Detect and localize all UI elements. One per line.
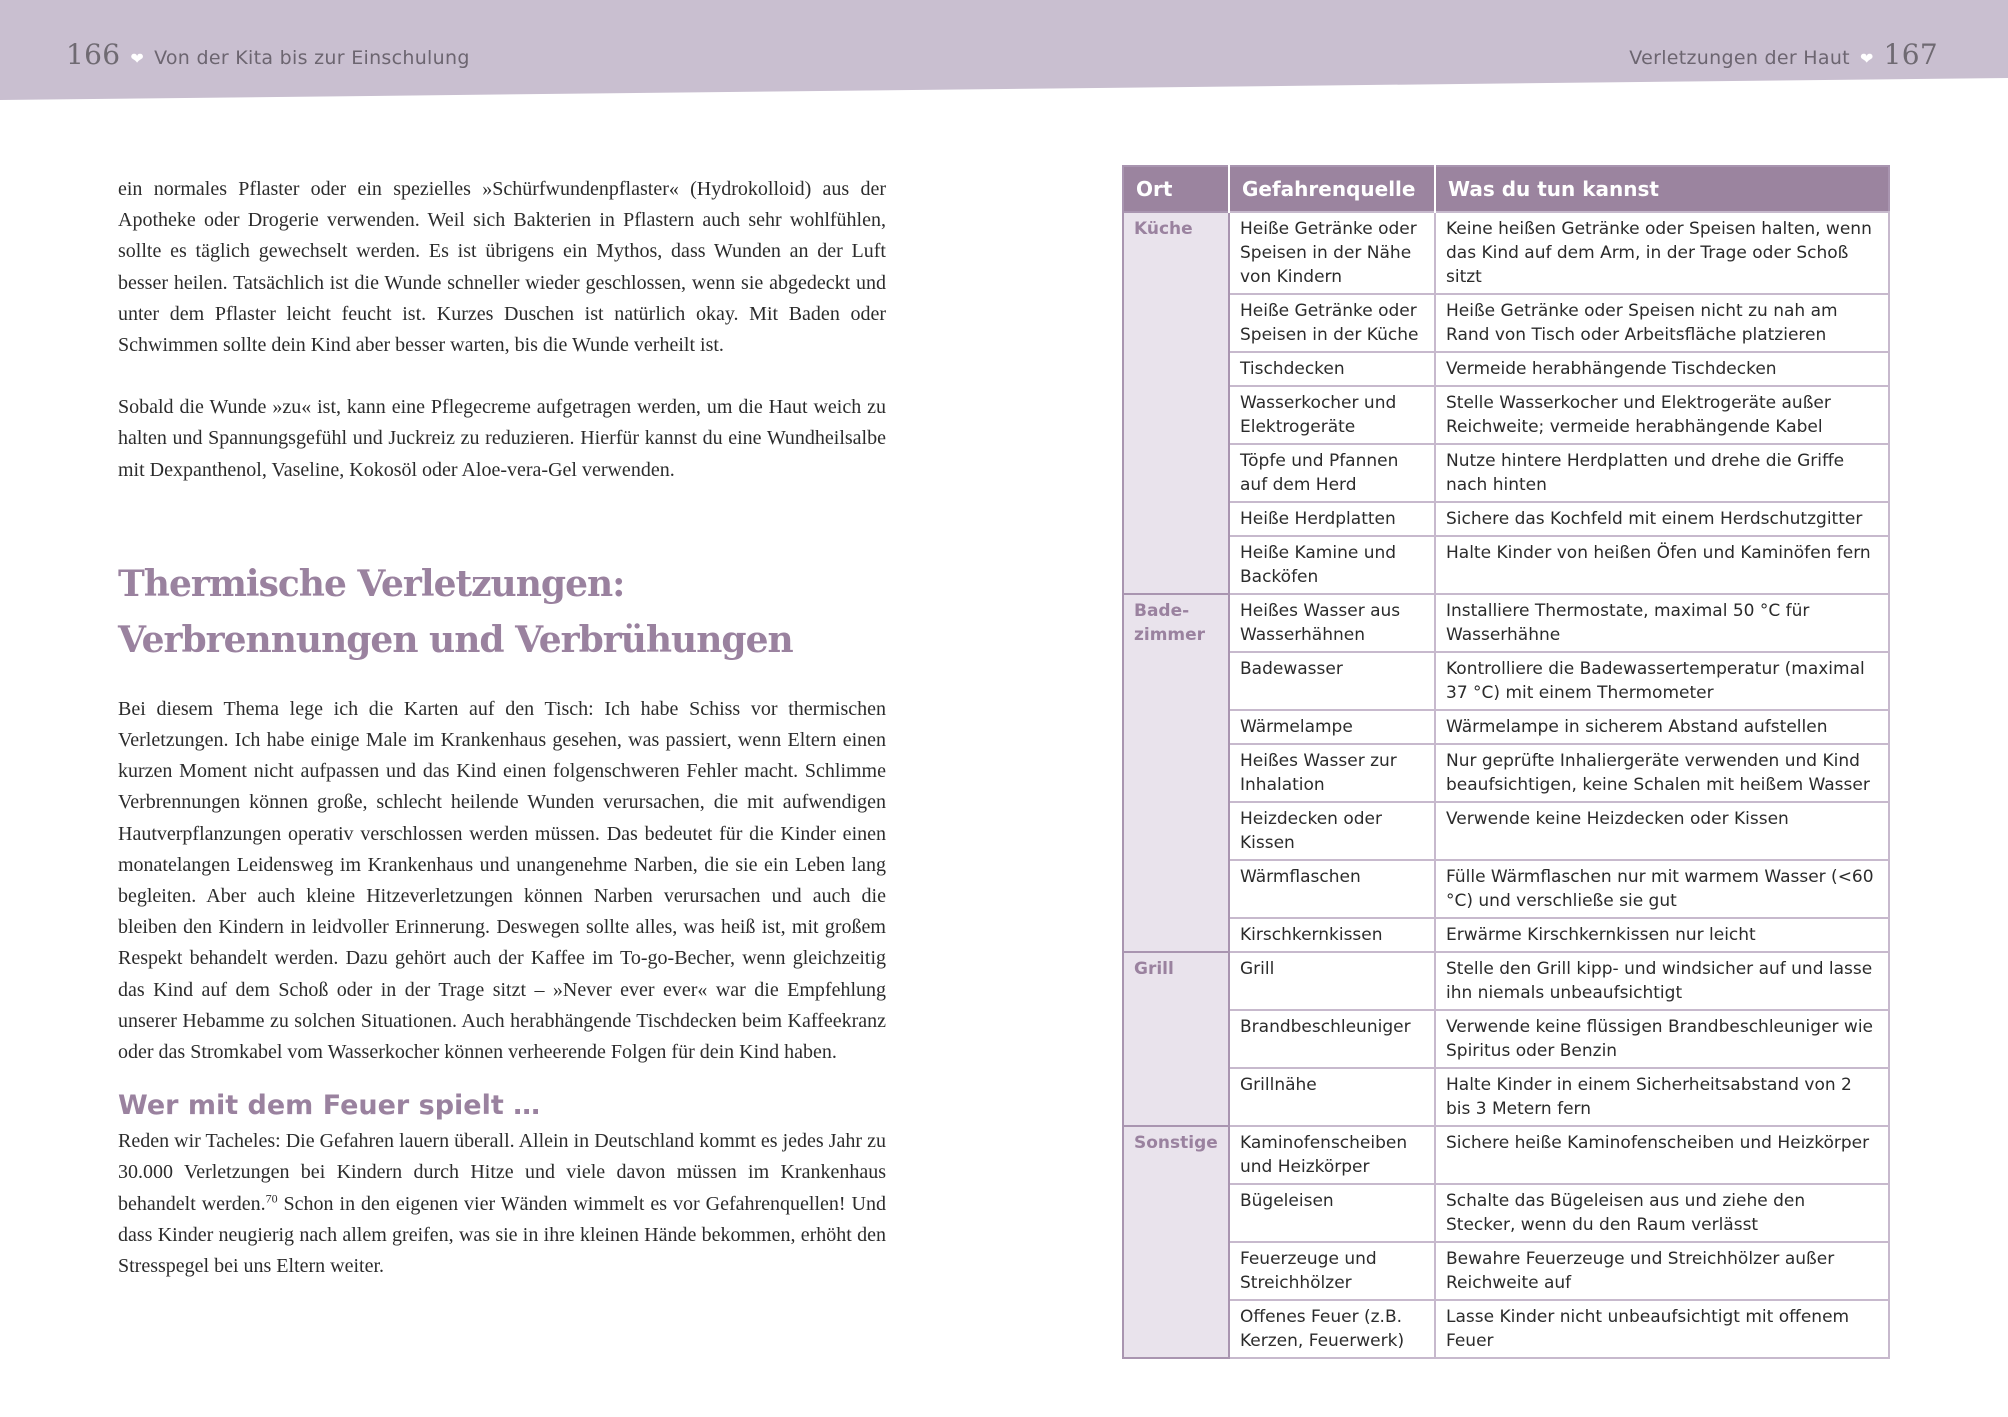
- table-row: [1123, 918, 1889, 952]
- action-cell: Nutze hintere Herdplatten und drehe die Griffe nach hinten: [1435, 444, 1889, 502]
- table-row: [1123, 652, 1889, 710]
- location-cell: Grill: [1123, 952, 1229, 1126]
- hazard-source-cell: Brandbeschleuniger: [1229, 1010, 1435, 1068]
- hazard-table: [1122, 165, 1890, 1359]
- hazard-source-cell: Heizdecken oder Kissen: [1229, 802, 1435, 860]
- column-header-massnahme: Was du tun kannst: [1435, 166, 1889, 212]
- action-cell: Stelle den Grill kipp- und windsicher auf und lasse ihn niemals unbeaufsichtigt: [1435, 952, 1889, 1010]
- table-row: [1123, 444, 1889, 502]
- paragraph: [118, 1126, 886, 1282]
- action-cell: Keine heißen Getränke oder Speisen halten, wenn das Kind auf dem Arm, in der Trage oder Schoß sitzt: [1435, 212, 1889, 294]
- table-row: [1123, 1126, 1889, 1184]
- paragraph: ein normales Pflaster oder ein spezielles »Schürfwundenpflaster« (Hydrokolloid) aus der Apotheke oder Drogerie verwenden. Weil sich Bakterien in Pflastern auch sehr wohlfühlen, sollte es täglich gewechselt werden. Es ist übrigens ein Mythos, dass Wunden an der Luft besser heilen. Tatsächlich ist die Wunde schneller wieder geschlossen, wenn sie abgedeckt und unter dem Pflaster leicht feucht ist. Kurzes Duschen ist natürlich okay. Mit Baden oder Schwimmen sollte dein Kind aber besser warten, bis die Wunde verheilt ist.: [118, 178, 886, 357]
- action-cell: Sichere heiße Kaminofenscheiben und Heizkörper: [1435, 1126, 1889, 1184]
- location-cell: Sonstige: [1123, 1126, 1229, 1358]
- table-row: [1123, 594, 1889, 652]
- action-cell: Erwärme Kirschkernkissen nur leicht: [1435, 918, 1889, 952]
- action-cell: Kontrolliere die Badewassertemperatur (maximal 37 °C) mit einem Thermometer: [1435, 652, 1889, 710]
- hazard-source-cell: Grillnähe: [1229, 1068, 1435, 1126]
- table-header-row: [1123, 166, 1889, 212]
- page-number-right: 167: [1883, 38, 1938, 71]
- column-header-gefahrenquelle: Gefahrenquelle: [1229, 166, 1435, 212]
- action-cell: Vermeide herabhängende Tischdecken: [1435, 352, 1889, 386]
- hazard-source-cell: Kirschkernkissen: [1229, 918, 1435, 952]
- hazard-source-cell: Bügeleisen: [1229, 1184, 1435, 1242]
- table-row: [1123, 860, 1889, 918]
- hazard-source-cell: Wärmelampe: [1229, 710, 1435, 744]
- chapter-title: Von der Kita bis zur Einschulung: [154, 47, 470, 69]
- table-row: [1123, 1068, 1889, 1126]
- location-cell: Bade-zimmer: [1123, 594, 1229, 952]
- table-row: [1123, 952, 1889, 1010]
- table-row: [1123, 710, 1889, 744]
- table-row: [1123, 802, 1889, 860]
- action-cell: Wärmelampe in sicherem Abstand aufstellen: [1435, 710, 1889, 744]
- action-cell: Nur geprüfte Inhaliergeräte verwenden und Kind beaufsichtigen, keine Schalen mit heißem Wasser: [1435, 744, 1889, 802]
- hazard-source-cell: Tischdecken: [1229, 352, 1435, 386]
- footnote-reference[interactable]: 70: [265, 1191, 278, 1206]
- table-row: [1123, 386, 1889, 444]
- table-row: [1123, 212, 1889, 294]
- table-row: [1123, 502, 1889, 536]
- table-row: [1123, 1300, 1889, 1358]
- section-title: Verletzungen der Haut: [1629, 47, 1850, 69]
- paragraph-text: Schon in den eigenen vier Wänden wimmelt es vor Gefahrenquellen! Und dass Kinder neugierig nach allem greifen, was sie in ihre kleinen Hände bekommen, erhöht den Stresspegel bei uns Eltern weiter.: [118, 1192, 886, 1278]
- action-cell: Schalte das Bügeleisen aus und ziehe den Stecker, wenn du den Raum verlässt: [1435, 1184, 1889, 1242]
- action-cell: Halte Kinder in einem Sicherheitsabstand von 2 bis 3 Metern fern: [1435, 1068, 1889, 1126]
- table-row: [1123, 536, 1889, 594]
- action-cell: Stelle Wasserkocher und Elektrogeräte außer Reichweite; vermeide herabhängende Kabel: [1435, 386, 1889, 444]
- action-cell: Verwende keine flüssigen Brandbeschleuniger wie Spiritus oder Benzin: [1435, 1010, 1889, 1068]
- hazard-source-cell: Heiße Kamine und Backöfen: [1229, 536, 1435, 594]
- subheading: Wer mit dem Feuer spielt …: [118, 1090, 541, 1122]
- hazard-source-cell: Grill: [1229, 952, 1435, 1010]
- action-cell: Sichere das Kochfeld mit einem Herdschutzgitter: [1435, 502, 1889, 536]
- action-cell: Installiere Thermostate, maximal 50 °C für Wasserhähne: [1435, 594, 1889, 652]
- hazard-source-cell: Heiße Getränke oder Speisen in der Küche: [1229, 294, 1435, 352]
- table-row: [1123, 1010, 1889, 1068]
- hazard-source-cell: Feuerzeuge und Streichhölzer: [1229, 1242, 1435, 1300]
- hazard-source-cell: Kaminofenscheiben und Heizkörper: [1229, 1126, 1435, 1184]
- hazard-source-cell: Heiße Getränke oder Speisen in der Nähe von Kindern: [1229, 212, 1435, 294]
- page-number-left: 166: [66, 38, 121, 71]
- hazard-source-cell: Badewasser: [1229, 652, 1435, 710]
- column-header-ort: Ort: [1123, 166, 1229, 212]
- hazard-source-cell: Töpfe und Pfannen auf dem Herd: [1229, 444, 1435, 502]
- heart-icon: ❤: [130, 49, 145, 68]
- hazard-source-cell: Wärmflaschen: [1229, 860, 1435, 918]
- table-row: [1123, 1184, 1889, 1242]
- running-head-right: [1629, 38, 1938, 71]
- table-body: [1123, 212, 1889, 1358]
- table-row: [1123, 744, 1889, 802]
- heading-line: Thermische Verletzungen:: [118, 562, 625, 605]
- hazard-source-cell: Offenes Feuer (z.B. Kerzen, Feuerwerk): [1229, 1300, 1435, 1358]
- paragraph: Bei diesem Thema lege ich die Karten auf den Tisch: Ich habe Schiss vor thermischen Verletzungen. Ich habe einige Male im Krankenhaus gesehen, was passiert, wenn Eltern einen kurzen Moment nicht aufpassen und das Kind einen folgenschweren Fehler macht. Schlimme Verbrennungen können große, schlecht heilende Wunden verursachen, die mit aufwendigen Hautverpflanzungen operativ verschlossen werden müssen. Das bedeutet für die Kinder einen monatelangen Leidensweg im Krankenhaus und unangenehme Narben, die sie ein Leben lang begleiten. Aber auch kleine Hitzeverletzungen können Narben verursachen und auch die bleiben den Kindern in leidvoller Erinnerung. Deswegen sollte alles, was heiß ist, mit großem Respekt behandelt werden. Dazu gehört auch der Kaffee im To-go-Becher, wenn gleichzeitig das Kind auf dem Schoß oder in der Trage sitzt – »Never ever ever« war die Empfehlung unserer Hebamme zu solchen Situationen. Auch herabhängende Tischdecken beim Kaffeekranz oder das Stromkabel vom Wasserkocher können verheerende Folgen für dein Kind haben.: [118, 697, 886, 1064]
- heading-line: Verbrennungen und Verbrühungen: [118, 618, 793, 661]
- section-heading: [118, 556, 886, 668]
- paragraph: Sobald die Wunde »zu« ist, kann eine Pflegecreme aufgetragen werden, um die Haut weich zu halten und Spannungsgefühl und Juckreiz zu reduzieren. Hierfür kannst du eine Wundheilsalbe mit Dexpanthenol, Vaseline, Kokosöl oder Aloe-vera-Gel verwenden.: [118, 396, 886, 481]
- action-cell: Lasse Kinder nicht unbeaufsichtigt mit offenem Feuer: [1435, 1300, 1889, 1358]
- running-head-left: [66, 38, 470, 71]
- heart-icon: ❤: [1859, 49, 1874, 68]
- hazard-source-cell: Wasserkocher und Elektrogeräte: [1229, 386, 1435, 444]
- table-row: [1123, 294, 1889, 352]
- action-cell: Bewahre Feuerzeuge und Streichhölzer außer Reichweite auf: [1435, 1242, 1889, 1300]
- action-cell: Verwende keine Heizdecken oder Kissen: [1435, 802, 1889, 860]
- action-cell: Halte Kinder von heißen Öfen und Kaminöfen fern: [1435, 536, 1889, 594]
- action-cell: Fülle Wärmflaschen nur mit warmem Wasser (<60 °C) und verschließe sie gut: [1435, 860, 1889, 918]
- hazard-source-cell: Heiße Herdplatten: [1229, 502, 1435, 536]
- hazard-source-cell: Heißes Wasser aus Wasserhähnen: [1229, 594, 1435, 652]
- table-row: [1123, 1242, 1889, 1300]
- left-page-content: [118, 174, 886, 1282]
- hazard-source-cell: Heißes Wasser zur Inhalation: [1229, 744, 1435, 802]
- table-row: [1123, 352, 1889, 386]
- location-cell: Küche: [1123, 212, 1229, 594]
- paragraph-text: Reden wir Tacheles: Die Gefahren lauern überall. Allein in Deutschland kommt es jedes Jahr zu 30.000 Verletzungen bei Kindern durch Hitze und viele davon müssen im Krankenhaus behandelt werden.: [118, 1130, 886, 1215]
- action-cell: Heiße Getränke oder Speisen nicht zu nah am Rand von Tisch oder Arbeitsfläche platzieren: [1435, 294, 1889, 352]
- hazard-table-container: [1122, 165, 1890, 1359]
